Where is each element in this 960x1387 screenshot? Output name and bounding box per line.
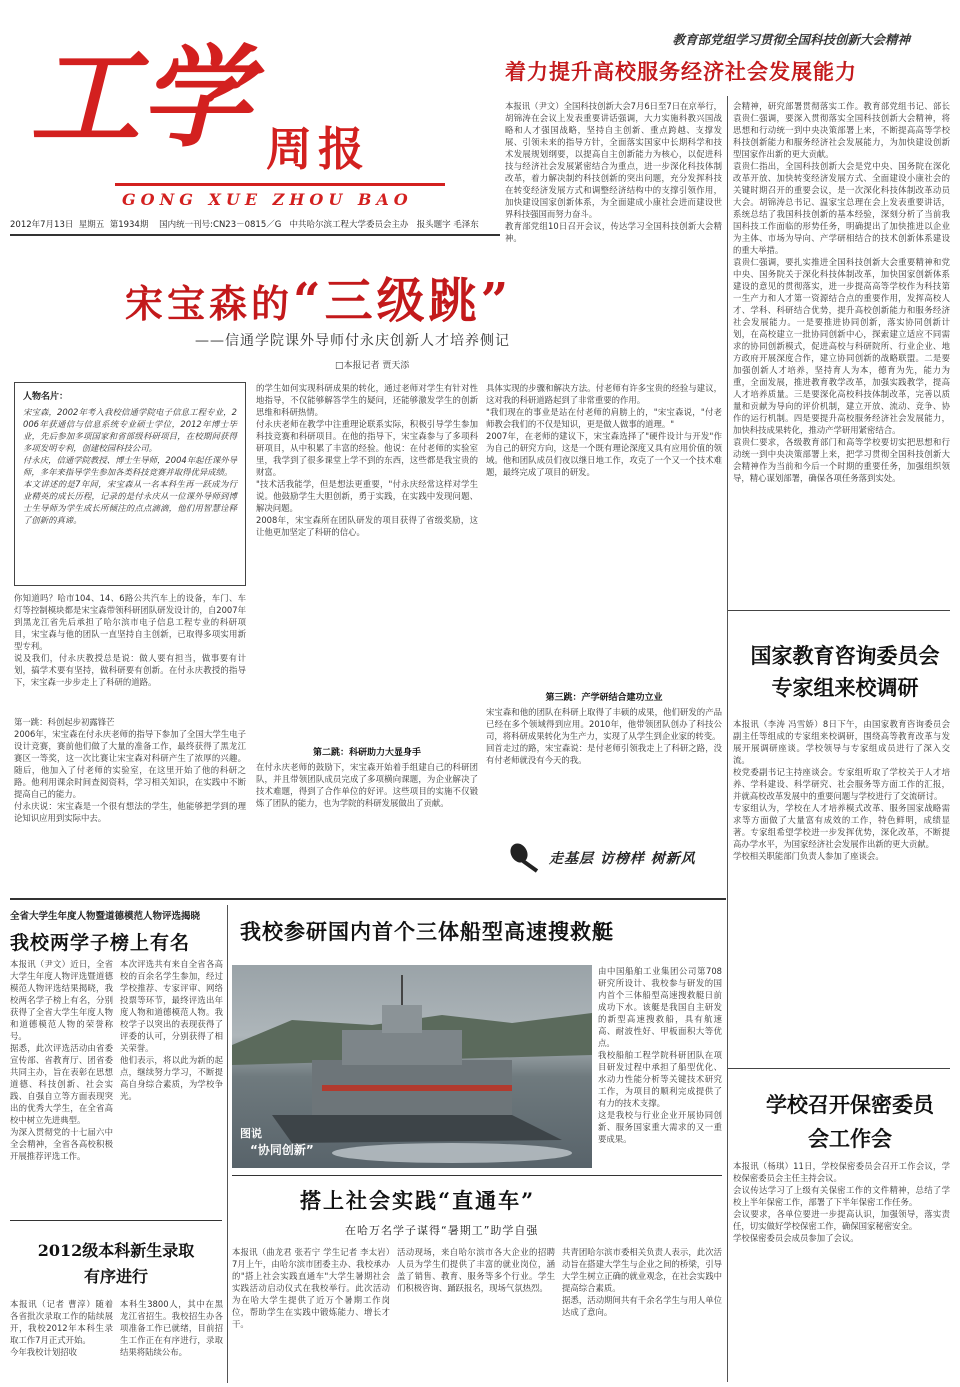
right-story1-headline: 国家教育咨询委员会专家组来校调研 <box>750 643 940 700</box>
feature-headline-a: 宋宝森的 <box>125 281 294 326</box>
issue-weekday: 星期五 <box>78 220 105 230</box>
feature-col2 <box>256 382 478 892</box>
top-story-headline: 着力提升高校服务经济社会发展能力 <box>505 59 857 84</box>
left-bottom2-headline: 2012级本科新生录取有序进行 <box>37 1241 195 1286</box>
masthead <box>10 8 500 236</box>
issue-number: 第1934期 <box>109 220 149 230</box>
ship-caption-text: “协同创新” <box>250 1143 314 1157</box>
right-story1-body: 本报讯（李涛 冯雪娇）8日下午，由国家教育咨询委员会副主任等组成的专家组来校调研，围绕高等教育改革与发展开展调研座谈。学校领导与专家组成员进行了深入交流。 校党委副书记主持座谈会。专家组听取了学校关于人才培养、学科建设、科学研究、社会服务等方面工作的汇报，并就高校改革发展中的重要问题与学校进行了交流研讨。 专家组认为，学校在人才培养模式改革、服务国家战略需求等方面做了大量富有成效的工作，特色鲜明，成绩显著。专家组希望学校进一步发挥优势，深化改革，不断提高办学水平，为国家经济社会发展作出新的更大贡献。 学校相关职能部门负责人参加了座谈会。 <box>733 719 950 861</box>
slogan-banner <box>505 838 720 878</box>
left-bottom1-col2: 本次评选共有来自全省各高校的百余名学生参加，经过学校推荐、专家评审、网络投票等环节，最终评选出年度人物和道德模范人物。我校学子以突出的表现获得了评委的认可，分别获得了相关荣誉。 他们表示，将以此为新的起点，继续努力学习，不断提高自身综合素质，为学校争光。 <box>120 959 223 1101</box>
feature-bottom-rule <box>10 898 726 900</box>
feature-headline-b: “三级跳” <box>293 273 513 329</box>
feature-col1b-text: 第一跳：科创起步初露锋芒 2006年，宋宝森在付永庆老师的指导下参加了全国大学生电子设计竞赛，赛前他们做了大量的准备工作，最终获得了黑龙江赛区一等奖，这一次比赛让宋宝森对科研产生了浓厚的兴趣。随后，他加入了付老师的实验室，在这里开始了他的科研之路。他利用课余时间查阅资料，学习相关知识，在实践中不断提高自己的能力。 付永庆说：宋宝森是一个很有想法的学生，他能够把学到的理论知识应用到实际中去。 <box>14 717 246 823</box>
masthead-title: 周报 <box>266 122 370 176</box>
slogan-text: 走基层 访榜样 树新风 <box>549 851 696 867</box>
left-bottom1-col1: 本报讯（尹文）近日，全省大学生年度人物评选暨道德模范人物评选结果揭晓，我校两名学子榜上有名，分别获得了全省大学生年度人物和道德模范人物的荣誉称号。 据悉，此次评选活动由省委宣传部、省教育厅、团省委共同主办，旨在表彰在思想道德、科技创新、社会实践、自强自立等方面表现突出的优秀大学生，在全省高校中树立先进典型。 为深入贯彻党的十七届六中全会精神，全省各高校积极开展推荐评选工作。 <box>10 959 113 1161</box>
feature-headline <box>125 262 512 331</box>
practice-headline: 搭上社会实践“直通车” <box>300 1188 536 1213</box>
masthead-logo <box>10 16 490 176</box>
ship-body: 由中国船舶工业集团公司第708研究所设计、我校参与研发的国内首个三体船型高速搜救艇日前成功下水。该艇是我国自主研发的新型高速搜救船，具有航速高、耐波性好、甲板面积大等优点。 我校船舶工程学院科研团队在项目研发过程中承担了船型优化、水动力性能分析等关键技术研究工作，为项目的顺利完成提供了有力的技术支撑。 这是我校与行业企业开展协同创新、服务国家重大需求的又一重要成果。 <box>598 966 722 1144</box>
feature-header <box>10 240 725 375</box>
left-bottom-rule <box>10 1220 222 1221</box>
practice-col1: 本报讯（曲龙君 张若宁 学生记者 李太岩）7月上午，由哈尔滨市团委主办、我校承办的"搭上社会实践直通车"大学生暑期社会实践活动启动仪式在我校举行。此次活动为在哈大学生提供了近万个暑期工作岗位，帮助学生在实践中锻炼能力、增长才干。 <box>232 1247 390 1329</box>
feature-col2b-text: 在付永庆老师的鼓励下，宋宝森开始着手组建自己的科研团队，并且带领团队成员完成了多项横向课题，为企业解决了技术难题，得到了合作单位的好评。这些项目的实施不仅锻炼了团队的能力，也为学院的科研发展做出了贡献。 <box>256 762 478 808</box>
masthead-rule <box>10 234 500 236</box>
masthead-underline <box>115 183 445 186</box>
column-rule-right <box>727 96 728 1382</box>
feature-col3b-text: 宋宝森和他的团队在科研上取得了丰硕的成果，他们研发的产品已经在多个领域得到应用。2010年，他带领团队创办了科技公司，将科研成果转化为生产力，实现了从学生到企业家的转变。 回首走过的路，宋宝森说：是付老师引领我走上了科研之路，没有付老师就没有今天的我。 <box>486 707 722 765</box>
feature-col1-text: 你知道吗？哈市104、14、6路公共汽车上的设备，车门、车灯等控制模块都是宋宝森带领科研团队研发设计的，自2007年到黑龙江省先后承担了哈尔滨市电子信息工程专业的科研项目，宋宝森与他的团队一直坚持自主创新，已取得多项实用新型专利。 说及我们，付永庆教授总是说：做人要有担当，做事要有计划，搞学术要有坚持，做科研要有创新。在付永庆教授的指导下，宋宝森一步步走上了科研的道路。 <box>14 593 246 687</box>
microphone-icon <box>505 841 545 875</box>
ship-bottom-rule <box>232 1175 722 1176</box>
profile-title: 人物名片： <box>23 392 69 402</box>
feature-col2-subhead: 第二跳：科研助力大显身手 <box>312 748 421 758</box>
masthead-logo-calligraphy: 工学 <box>30 33 250 162</box>
profile-box <box>14 382 246 586</box>
practice-col3: 共青团哈尔滨市委相关负责人表示，此次活动旨在搭建大学生与企业之间的桥梁，引导大学生树立正确的就业观念，在社会实践中提高综合素质。 据悉，活动期间共有千余名学生与用人单位达成了意向。 <box>562 1247 722 1317</box>
left-bottom1-headline: 我校两学子榜上有名 <box>10 932 191 954</box>
issue-date: 2012年7月13日 <box>10 220 74 230</box>
practice-subhead: 在哈万名学子谋得“暑期工”助学自强 <box>345 1224 539 1237</box>
feature-subhead: ——信通学院课外导师付永庆创新人才培养侧记 <box>195 333 510 349</box>
top-story-col1: 本报讯（尹文）全国科技创新大会7月6日至7日在京举行，胡锦涛在会议上发表重要讲话强调，大力实施科教兴国战略和人才强国战略，坚持自主创新、重点跨越、支撑发展、引领未来的指导方针，全面落实国家中长期科学和技术发展规划纲要，以提高自主创新能力为核心，以促进科技与经济社会发展紧密结合为重点，进一步深化科技体制改革，着力解决制约科技创新的突出问题，充分发挥科技在转变经济发展方式和调整经济结构中的支撑引领作用，加快建设国家创新体系，为全面建成小康社会进而建设世界科技强国而努力奋斗。 教育部党组10日召开会议，传达学习全国科技创新大会精神。 <box>505 101 722 243</box>
feature-col3-text: 具体实现的步骤和解决方法。付老师有许多宝贵的经验与建议，这对我的科研道路起到了非常重要的作用。 "我们现在的事业是站在付老师的肩膀上的，"宋宝森说，"付老师教会我们的不仅是知识，更是做人做事的道理。" 2007年，在老师的建议下，宋宝森选择了"硬件设计与开发"作为自己的研究方向，这是一个既有理论深度又具有应用价值的领域。他和团队成员们夜以继日地工作，攻克了一个又一个技术难题，最终完成了项目的研发。 <box>486 383 722 477</box>
feature-col1 <box>14 592 246 892</box>
left-bottom1 <box>10 908 222 1198</box>
ship-caption-title: 图说 <box>240 1127 262 1140</box>
left-bottom2-col2: 本科生3800人，其中在黑龙江省招生。我校招生办各项准备工作已就绪，目前招生工作正在有序进行，录取结果将陆续公布。 <box>120 1299 223 1357</box>
practice-col2: 活动现场，来自哈尔滨市各大企业的招聘人员为学生们提供了丰富的就业岗位，涵盖了销售、教育、服务等多个行业。学生们积极咨询、踊跃报名，现场气氛热烈。 <box>397 1247 555 1293</box>
feature-col3-subhead: 第三跳：产学研结合建功立业 <box>545 693 663 703</box>
left-bottom2 <box>10 1238 222 1383</box>
ship-caption <box>240 1125 314 1158</box>
ship-headline: 我校参研国内首个三体船型高速搜救艇 <box>240 919 614 944</box>
right-rule-2 <box>728 1068 950 1069</box>
feature-byline: □本报记者 贾天添 <box>335 361 410 371</box>
issue-sponsor: 中共哈尔滨工程大学委员会主办 <box>289 220 409 230</box>
ship-photo <box>232 965 592 1168</box>
top-story-kicker: 教育部党组学习贯彻全国科技创新大会精神 <box>672 32 910 47</box>
column-rule-left <box>227 905 228 1383</box>
right-story2-headline: 学校召开保密委员会工作会 <box>766 1092 934 1151</box>
left-bottom2-col1: 本报讯（记者 曹淳）随着各省批次录取工作的陆续展开，我校2012年本科生录取工作7月正式开始。 今年我校计划招收 <box>10 1299 113 1357</box>
masthead-credit: 报头题字 毛泽东 <box>416 220 479 230</box>
feature-col3 <box>486 382 722 812</box>
masthead-pinyin: GONG XUE ZHOU BAO <box>122 190 413 209</box>
right-story2-body: 本报讯（杨琪）11日，学校保密委员会召开工作会议，学校保密委员会主任主持会议。 会议传达学习了上级有关保密工作的文件精神，总结了学校上半年保密工作，部署了下半年保密工作任务。 会议要求，各单位要进一步提高认识，加强领导，落实责任，切实做好学校保密工作，确保国家秘密安全。 学校保密委员会成员参加了会议。 <box>733 1161 950 1243</box>
profile-body: 宋宝森，2002年考入我校信通学院电子信息工程专业，2006年获通信与信息系统专业硕士学位，2012年博士毕业，先后参加多项国家和省部级科研项目，在校期间获得多项发明专利，创建校园科技公司。 付永庆，信通学院教授、博士生导师，2004年起任课外导师，多年来指导学生参加各类科技竞赛并取得优异成绩。 本文讲述的是7年间，宋宝森从一名本科生再一跃成为行业精英的成长历程，记录的是付永庆从一位课外导师到博士生导师为学生成长所倾注的点点滴滴，他们用智慧诠释了创新的真谛。 <box>23 407 237 525</box>
masthead-info-bar <box>10 218 500 234</box>
feature-col2-text: 的学生如何实现科研成果的转化，通过老师对学生有针对性地指导，不仅能够解答学生的疑问，还能够激发学生的创新思维和科研热情。 付永庆老师在教学中注重理论联系实际，积极引导学生参加科技竞赛和科研项目。在他的指导下，宋宝森参与了多项科研项目，从中积累了丰富的经验。他说：在付老师的实验室里，我学到了很多课堂上学不到的东西，这些都是我宝贵的财富。 "技术活我能学，但是想法更重要，"付永庆经常这样对学生说。他鼓励学生大胆创新，勇于实践，在实践中发现问题、解决问题。 2008年，宋宝森所在团队研发的项目获得了省级奖励，这让他更加坚定了科研的信心。 <box>256 383 478 537</box>
top-story-col2: 会精神，研究部署贯彻落实工作。教育部党组书记、部长袁贵仁强调，要深入贯彻落实全国科技创新大会精神，将思想和行动统一到中央决策部署上来，不断提高高等学校科技创新能力和服务经济社会发展能力，为加快建设创新型国家作出新的更大贡献。 袁贵仁指出，全国科技创新大会是党中央、国务院在深化改革开放、加快转变经济发展方式、全面建设小康社会的关键时期召开的重要会议，是一次深化科技体制改革动员大会。胡锦涛总书记、温家宝总理在会上发表重要讲话，系统总结了我国科技创新的基本经验，深刻分析了当前我国科技工作面临的形势任务，明确提出了加快推进以企业为主体、市场为导向、产学研相结合的技术创新体系建设的重大举措。 袁贵仁强调，要扎实推进全国科技创新大会重要精神和党中央、国务院关于深化科技体制改革，加快国家创新体系建设的意见的贯彻落实，进一步提高高等学校作为科技第一生产力和人才第一资源结合点的重要作用，发挥高校人才、学科、科研结合优势，提升高校创新能力和服务经济社会发展能力。一是要推进协同创新，落实协同创新计划，在高校建立一批协同创新中心，探索建立适应不同需求的协同创新模式，促进高校与科研院所、行业企业、地方政府开展深度合作，建立协同创新的战略联盟。二是要加强创新人才培养，坚持育人为本，德育为先，能力为重，全面发展，推进教育教学改革，加强实践教学，提高人才培养质量。三是要深化高校科技体制改革，完善以质量和贡献为导向的评价机制，建立开放、流动、竞争、协作的运行机制。四是要提升高校服务经济社会发展能力，加快科技成果转化，推动产学研用紧密结合。 袁贵仁要求，各级教育部门和高等学校要切实把思想和行动统一到中央决策部署上来，把学习贯彻全国科技创新大会精神作为当前和今后一个时期的重要任务，加强组织领导，精心谋划部署，确保各项任务落到实处。 <box>733 101 950 483</box>
left-bottom1-kicker: 全省大学生年度人物暨道德模范人物评选揭晓 <box>10 911 201 922</box>
right-rule-1 <box>728 610 950 611</box>
issue-code: 国内统一刊号:CN23－0815／G <box>159 220 282 230</box>
